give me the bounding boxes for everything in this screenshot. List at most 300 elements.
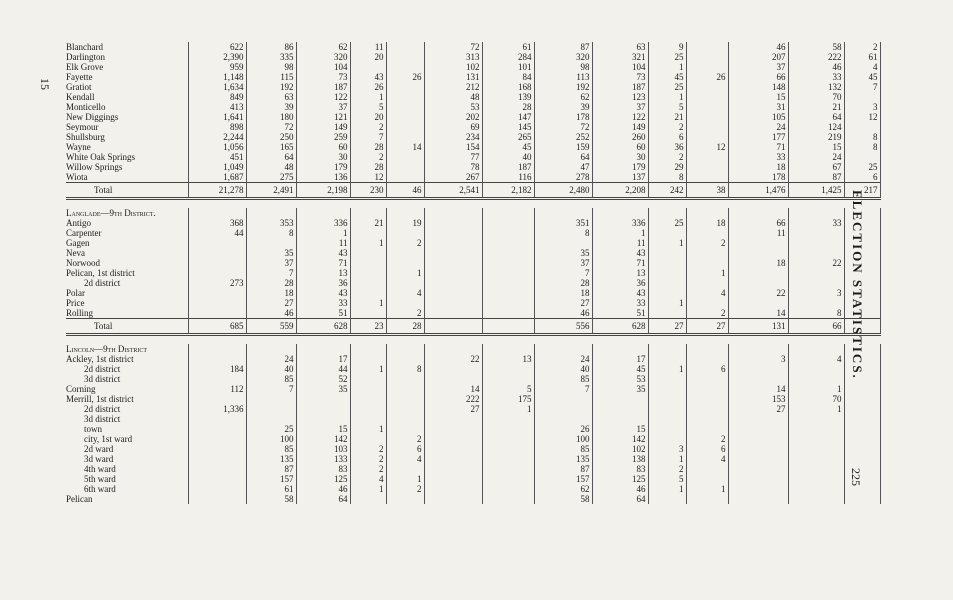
vote-cell	[386, 464, 424, 474]
vote-cell	[788, 444, 844, 454]
vote-cell: 137	[592, 172, 648, 183]
vote-cell: 51	[592, 308, 648, 319]
vote-cell	[844, 208, 880, 218]
vote-cell	[686, 298, 728, 308]
vote-cell: 73	[592, 72, 648, 82]
vote-cell	[188, 308, 246, 319]
vote-cell	[686, 494, 728, 504]
vote-cell: 184	[188, 364, 246, 374]
vote-cell: 25	[648, 52, 686, 62]
vote-cell	[844, 394, 880, 404]
vote-cell: 25	[246, 424, 296, 434]
vote-cell	[246, 208, 296, 218]
section-header-row	[66, 208, 880, 218]
vote-cell	[482, 228, 534, 238]
vote-cell: 7	[246, 268, 296, 278]
vote-cell	[386, 298, 424, 308]
vote-cell: 100	[534, 434, 592, 444]
vote-cell: 11	[728, 228, 788, 238]
vote-cell	[386, 42, 424, 52]
vote-cell	[386, 52, 424, 62]
vote-cell	[728, 414, 788, 424]
vote-cell: 64	[296, 494, 350, 504]
vote-cell: 1,056	[188, 142, 246, 152]
vote-cell: 83	[592, 464, 648, 474]
vote-cell: 35	[592, 384, 648, 394]
vote-cell: 1	[592, 228, 648, 238]
vote-cell: 45	[844, 72, 880, 82]
vote-cell: 85	[534, 444, 592, 454]
vote-cell: 64	[788, 112, 844, 122]
vote-cell: 33	[728, 152, 788, 162]
vote-cell: 64	[246, 152, 296, 162]
vote-cell: 898	[188, 122, 246, 132]
vote-cell	[844, 228, 880, 238]
table-row	[66, 404, 880, 414]
vote-cell: 165	[246, 142, 296, 152]
vote-cell: 83	[296, 464, 350, 474]
vote-cell: 252	[534, 132, 592, 142]
vote-cell: 2,244	[188, 132, 246, 142]
table-row	[66, 464, 880, 474]
vote-cell	[728, 454, 788, 464]
vote-cell	[648, 434, 686, 444]
vote-cell	[386, 162, 424, 172]
vote-cell	[188, 414, 246, 424]
vote-cell: 33	[788, 72, 844, 82]
location-name: 3d ward	[66, 454, 188, 464]
vote-cell: 187	[592, 82, 648, 92]
vote-cell: 12	[686, 142, 728, 152]
vote-cell	[482, 258, 534, 268]
vote-cell: 212	[424, 82, 482, 92]
vote-cell: 46	[788, 62, 844, 72]
vote-cell: 157	[534, 474, 592, 484]
vote-cell	[386, 414, 424, 424]
vote-cell	[482, 218, 534, 228]
vote-cell	[350, 268, 386, 278]
vote-cell: 70	[788, 92, 844, 102]
vote-cell: 2	[648, 122, 686, 132]
vote-cell: 8	[648, 172, 686, 183]
table-row	[66, 354, 880, 364]
vote-cell: 2	[350, 454, 386, 464]
location-name: New Diggings	[66, 112, 188, 122]
vote-cell: 4	[350, 474, 386, 484]
vote-cell: 242	[648, 183, 686, 199]
vote-cell: 4	[386, 288, 424, 298]
vote-cell	[386, 354, 424, 364]
table-row	[66, 228, 880, 238]
vote-cell: 175	[482, 394, 534, 404]
vote-cell: 178	[534, 112, 592, 122]
vote-cell	[482, 484, 534, 494]
vote-cell: 2	[386, 308, 424, 319]
vote-cell	[686, 278, 728, 288]
vote-cell	[386, 228, 424, 238]
vote-cell: 53	[424, 102, 482, 112]
vote-cell	[844, 374, 880, 384]
table-row	[66, 434, 880, 444]
vote-cell: 48	[424, 92, 482, 102]
vote-cell: 2	[686, 238, 728, 248]
vote-cell	[844, 238, 880, 248]
vote-cell: 61	[482, 42, 534, 52]
vote-cell: 18	[728, 162, 788, 172]
vote-cell	[424, 298, 482, 308]
vote-cell	[648, 344, 686, 354]
vote-cell: 43	[592, 288, 648, 298]
vote-cell	[424, 278, 482, 288]
vote-cell: 320	[534, 52, 592, 62]
vote-cell: 66	[788, 319, 844, 335]
table-row	[66, 62, 880, 72]
vote-cell	[482, 278, 534, 288]
vote-cell	[648, 208, 686, 218]
vote-cell: 6	[386, 444, 424, 454]
location-name: Willow Springs	[66, 162, 188, 172]
vote-cell: 30	[592, 152, 648, 162]
vote-cell	[728, 444, 788, 454]
vote-cell: 21	[648, 112, 686, 122]
vote-cell: 124	[788, 122, 844, 132]
vote-cell: 1	[482, 404, 534, 414]
table-body	[66, 42, 880, 504]
vote-cell: 11	[350, 42, 386, 52]
vote-cell	[482, 238, 534, 248]
vote-cell: 125	[592, 474, 648, 484]
vote-cell: 628	[296, 319, 350, 335]
vote-cell: 142	[592, 434, 648, 444]
vote-cell	[686, 132, 728, 142]
table-row	[66, 92, 880, 102]
vote-cell	[788, 414, 844, 424]
vote-cell: 62	[296, 42, 350, 52]
vote-cell	[534, 404, 592, 414]
vote-cell	[296, 404, 350, 414]
vote-cell: 22	[728, 288, 788, 298]
vote-cell	[386, 258, 424, 268]
vote-cell	[686, 394, 728, 404]
vote-cell	[350, 404, 386, 414]
vote-cell	[844, 288, 880, 298]
vote-cell	[424, 464, 482, 474]
vote-cell	[686, 344, 728, 354]
vote-cell: 46	[728, 42, 788, 52]
vote-cell	[482, 248, 534, 258]
vote-cell: 35	[246, 248, 296, 258]
table-row	[66, 218, 880, 228]
vote-cell	[788, 454, 844, 464]
vote-cell: 22	[788, 258, 844, 268]
vote-cell: 28	[350, 162, 386, 172]
vote-cell: 72	[424, 42, 482, 52]
vote-cell: 20	[350, 52, 386, 62]
vote-cell	[350, 394, 386, 404]
vote-cell: 71	[592, 258, 648, 268]
vote-cell	[648, 494, 686, 504]
location-name: Carpenter	[66, 228, 188, 238]
vote-cell: 28	[534, 278, 592, 288]
vote-cell: 104	[296, 62, 350, 72]
vote-cell	[686, 258, 728, 268]
vote-cell	[844, 444, 880, 454]
vote-cell: 87	[534, 464, 592, 474]
vote-cell: 122	[592, 112, 648, 122]
table-row	[66, 288, 880, 298]
vote-cell: 37	[296, 102, 350, 112]
vote-cell: 4	[686, 288, 728, 298]
vote-cell	[424, 454, 482, 464]
vote-cell	[424, 319, 482, 335]
vote-cell: 24	[534, 354, 592, 364]
vote-cell: 71	[296, 258, 350, 268]
vote-cell	[246, 404, 296, 414]
vote-cell: 259	[296, 132, 350, 142]
vote-cell: 37	[534, 258, 592, 268]
vote-cell: 14	[728, 384, 788, 394]
vote-cell	[686, 464, 728, 474]
vote-cell: 27	[728, 404, 788, 414]
vote-cell: 125	[296, 474, 350, 484]
vote-cell: 154	[424, 142, 482, 152]
location-name: Wiota	[66, 172, 188, 183]
vote-cell	[686, 82, 728, 92]
vote-cell	[648, 414, 686, 424]
vote-cell	[386, 112, 424, 122]
vote-cell: 139	[482, 92, 534, 102]
location-name: Price	[66, 298, 188, 308]
vote-cell	[844, 464, 880, 474]
vote-cell: 1	[350, 298, 386, 308]
vote-cell	[350, 228, 386, 238]
vote-cell	[188, 374, 246, 384]
vote-cell	[648, 278, 686, 288]
vote-cell: 28	[386, 319, 424, 335]
vote-cell: 103	[296, 444, 350, 454]
vote-cell: 1	[686, 484, 728, 494]
vote-cell: 87	[788, 172, 844, 183]
vote-cell	[844, 218, 880, 228]
vote-cell: 275	[246, 172, 296, 183]
vote-cell: 187	[482, 162, 534, 172]
vote-cell: 102	[424, 62, 482, 72]
vote-cell	[844, 364, 880, 374]
vote-cell: 48	[246, 162, 296, 172]
vote-cell	[728, 344, 788, 354]
table-row	[66, 82, 880, 92]
vote-cell	[686, 354, 728, 364]
vote-cell	[386, 494, 424, 504]
vote-cell: 13	[592, 268, 648, 278]
table-row	[66, 172, 880, 183]
vote-cell: 105	[728, 112, 788, 122]
location-name: Merrill, 1st district	[66, 394, 188, 404]
table-row	[66, 72, 880, 82]
vote-cell	[482, 319, 534, 335]
vote-cell: 1,336	[188, 404, 246, 414]
vote-cell	[534, 238, 592, 248]
vote-cell	[424, 218, 482, 228]
vote-cell: 61	[246, 484, 296, 494]
vote-cell	[482, 344, 534, 354]
vote-cell: 62	[534, 484, 592, 494]
vote-cell: 51	[296, 308, 350, 319]
vote-cell: 46	[246, 308, 296, 319]
vote-cell: 22	[424, 354, 482, 364]
vote-cell	[350, 354, 386, 364]
vote-cell: 1	[350, 238, 386, 248]
table-row	[66, 112, 880, 122]
location-name: 3d district	[66, 414, 188, 424]
vote-cell: 335	[246, 52, 296, 62]
vote-cell: 58	[246, 494, 296, 504]
vote-cell	[844, 494, 880, 504]
vote-cell: 63	[246, 92, 296, 102]
vote-cell: 1,687	[188, 172, 246, 183]
vote-cell: 685	[188, 319, 246, 335]
vote-cell: 180	[246, 112, 296, 122]
vote-cell	[686, 474, 728, 484]
vote-cell: 58	[788, 42, 844, 52]
vote-cell	[788, 494, 844, 504]
location-name: Neva	[66, 248, 188, 258]
vote-cell	[246, 344, 296, 354]
vote-cell	[350, 258, 386, 268]
vote-cell	[788, 298, 844, 308]
vote-cell: 2	[386, 434, 424, 444]
vote-cell: 67	[788, 162, 844, 172]
vote-cell: 113	[534, 72, 592, 82]
location-name: Gratiot	[66, 82, 188, 92]
vote-cell	[648, 308, 686, 319]
vote-cell: 40	[482, 152, 534, 162]
vote-cell	[686, 62, 728, 72]
vote-cell: 1	[648, 484, 686, 494]
vote-cell	[246, 394, 296, 404]
vote-cell	[844, 308, 880, 319]
vote-cell: 4	[386, 454, 424, 464]
vote-cell	[482, 288, 534, 298]
vote-cell: 622	[188, 42, 246, 52]
vote-cell: 26	[386, 72, 424, 82]
vote-cell: 230	[350, 183, 386, 199]
vote-cell	[482, 464, 534, 474]
location-name: Antigo	[66, 218, 188, 228]
vote-cell: 1	[648, 92, 686, 102]
election-returns-table	[66, 42, 881, 504]
table-row	[66, 152, 880, 162]
section-header-row	[66, 344, 880, 354]
county-heading: Langlade—9th District.	[66, 208, 188, 218]
vote-cell: 38	[686, 183, 728, 199]
vote-cell: 35	[296, 384, 350, 394]
vote-cell: 1	[686, 268, 728, 278]
vote-cell: 44	[296, 364, 350, 374]
table-row	[66, 142, 880, 152]
vote-cell: 157	[246, 474, 296, 484]
vote-cell: 959	[188, 62, 246, 72]
vote-cell: 27	[246, 298, 296, 308]
vote-cell	[188, 248, 246, 258]
vote-cell: 7	[246, 384, 296, 394]
vote-cell: 101	[482, 62, 534, 72]
vote-cell	[386, 92, 424, 102]
vote-cell	[424, 268, 482, 278]
vote-cell	[844, 414, 880, 424]
vote-cell: 70	[788, 394, 844, 404]
vote-cell: 7	[534, 384, 592, 394]
vote-cell: 413	[188, 102, 246, 112]
vote-cell	[350, 208, 386, 218]
vote-cell: 1	[386, 268, 424, 278]
vote-cell: 64	[592, 494, 648, 504]
vote-cell: 320	[296, 52, 350, 62]
vote-cell: 1	[350, 92, 386, 102]
vote-cell	[534, 344, 592, 354]
vote-cell	[534, 394, 592, 404]
vote-cell	[686, 112, 728, 122]
vote-cell	[188, 354, 246, 364]
vote-cell	[188, 424, 246, 434]
vote-cell	[424, 288, 482, 298]
vote-cell	[686, 52, 728, 62]
vote-cell: 192	[246, 82, 296, 92]
vote-cell	[686, 228, 728, 238]
vote-cell	[844, 152, 880, 162]
vote-cell: 64	[534, 152, 592, 162]
table-row	[66, 374, 880, 384]
vote-cell: 14	[386, 142, 424, 152]
vote-cell: 29	[648, 162, 686, 172]
vote-cell: 53	[592, 374, 648, 384]
vote-cell: 3	[648, 444, 686, 454]
location-name: Rolling	[66, 308, 188, 319]
vote-cell	[482, 374, 534, 384]
vote-cell	[424, 374, 482, 384]
vote-cell	[788, 208, 844, 218]
vote-cell	[424, 208, 482, 218]
vote-cell	[728, 424, 788, 434]
vote-cell	[592, 404, 648, 414]
vote-cell: 58	[534, 494, 592, 504]
vote-cell: 60	[296, 142, 350, 152]
vote-cell	[648, 268, 686, 278]
vote-cell: 313	[424, 52, 482, 62]
vote-cell	[296, 394, 350, 404]
vote-cell: 1	[648, 238, 686, 248]
table-row	[66, 424, 880, 434]
vote-cell	[686, 152, 728, 162]
vote-cell: 3	[844, 102, 880, 112]
vote-cell: 36	[296, 278, 350, 288]
vote-cell: 849	[188, 92, 246, 102]
vote-cell: 1	[350, 364, 386, 374]
vote-cell: 1	[788, 384, 844, 394]
vote-cell	[728, 238, 788, 248]
vote-cell: 5	[648, 102, 686, 112]
vote-cell: 122	[296, 92, 350, 102]
table-row	[66, 494, 880, 504]
vote-cell: 132	[788, 82, 844, 92]
location-name: city, 1st ward	[66, 434, 188, 444]
location-name: 6th ward	[66, 484, 188, 494]
vote-cell: 26	[350, 82, 386, 92]
vote-cell	[424, 228, 482, 238]
vote-cell	[728, 298, 788, 308]
vote-cell: 46	[592, 484, 648, 494]
vote-cell: 250	[246, 132, 296, 142]
